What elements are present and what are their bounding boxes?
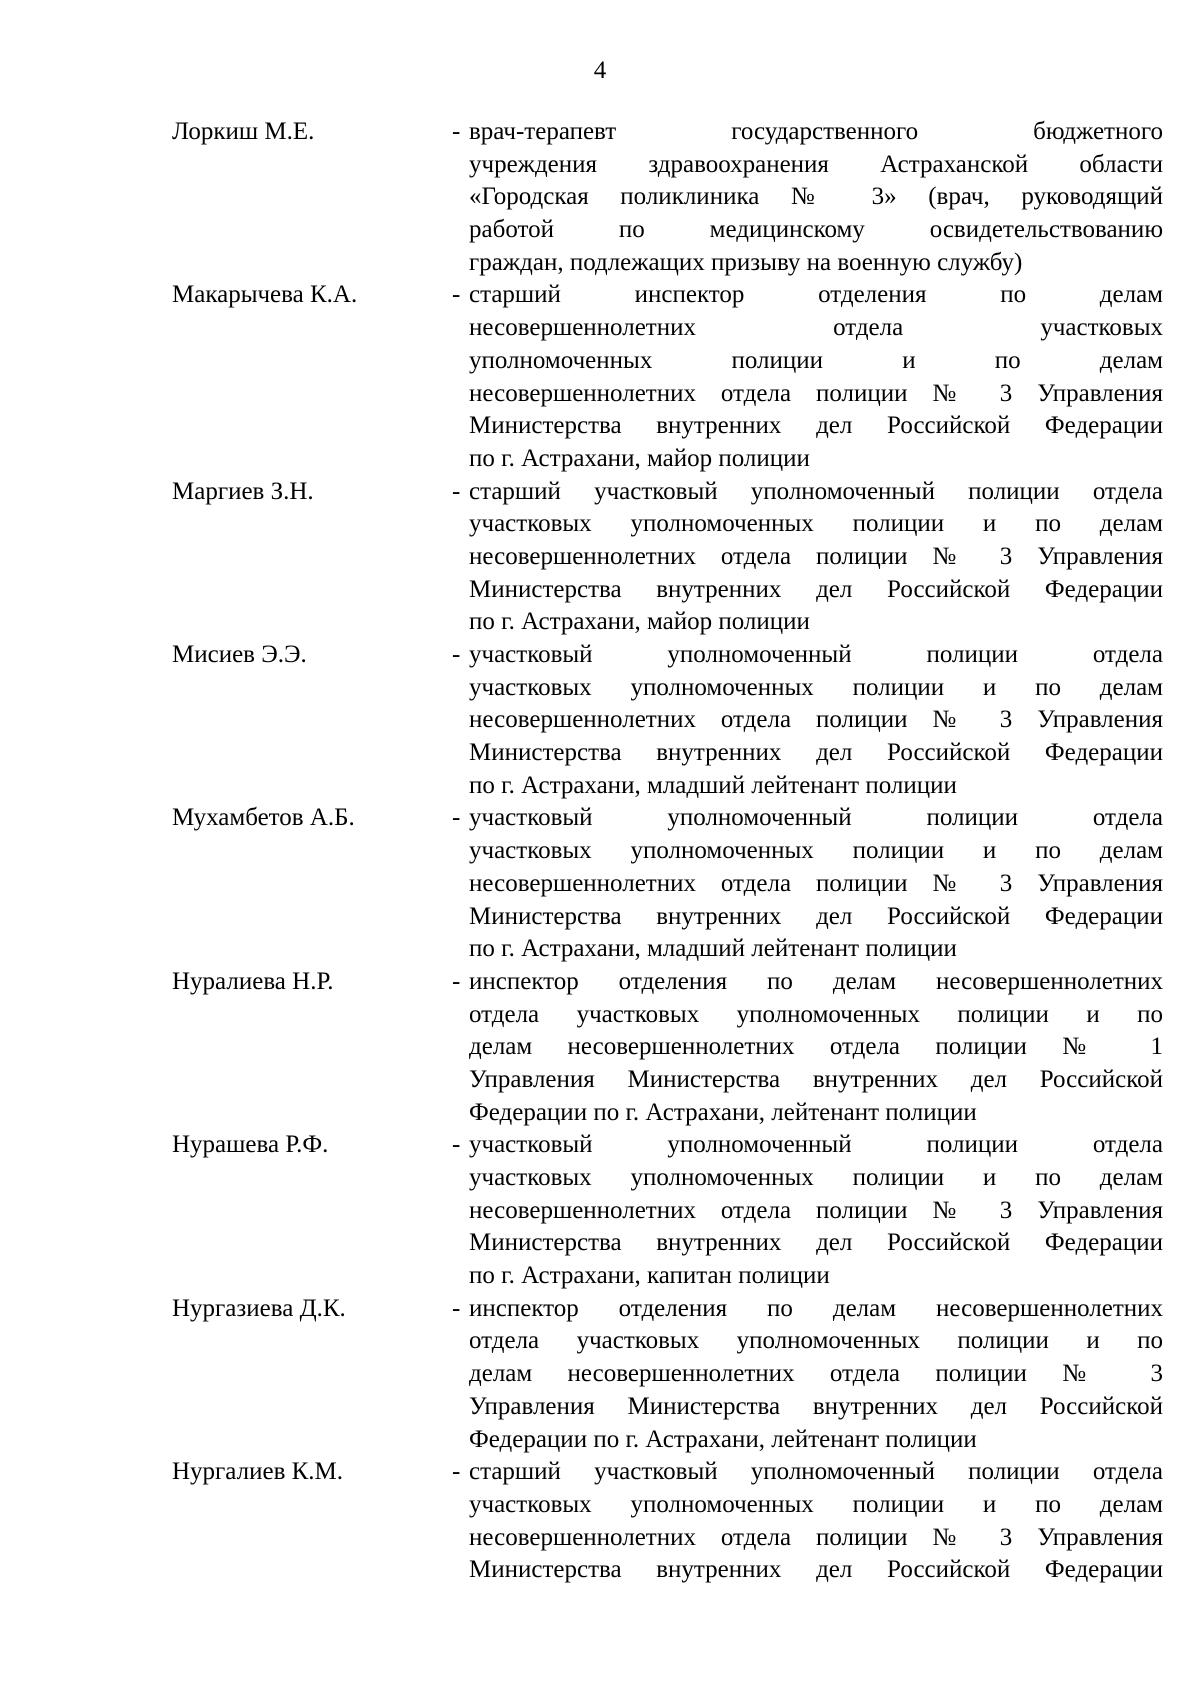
position-line: Управления Министерства внутренних дел Российской <box>469 1065 1163 1093</box>
position-line: участковый уполномоченный полиции отдела <box>469 804 1163 832</box>
position-line: Министерства внутренних дел Российской Федерации <box>469 902 1163 930</box>
position-line: несовершеннолетних отдела полиции № 3 Управления <box>469 379 1163 407</box>
member-position <box>469 1293 1163 1456</box>
position-line: участковых уполномоченных полиции и по делам <box>469 837 1163 865</box>
member-name: Мисиев Э.Э. <box>172 641 307 668</box>
member-position <box>469 476 1163 639</box>
position-line: учреждения здравоохранения Астраханской области <box>469 150 1163 178</box>
position-line: граждан, подлежащих призыву на военную службу) <box>469 248 1023 276</box>
position-line: Министерства внутренних дел Российской Федерации <box>469 1229 1163 1257</box>
position-line: старший участковый уполномоченный полиции отдела <box>469 1458 1163 1486</box>
member-name: Нуралиева Н.Р. <box>172 967 334 995</box>
position-line: по г. Астрахани, капитан полиции <box>469 1262 830 1290</box>
member-entry <box>0 966 1200 1129</box>
member-name: Лоркиш М.Е. <box>172 118 315 145</box>
position-line: несовершеннолетних отдела участковых <box>469 314 1163 342</box>
position-line: участковых уполномоченных полиции и по делам <box>469 1164 1163 1191</box>
entry-dash: - <box>452 477 461 505</box>
member-position <box>469 966 1163 1129</box>
position-line: старший инспектор отделения по делам <box>469 281 1163 309</box>
position-line: несовершеннолетних отдела полиции № 3 Управления <box>469 1196 1163 1224</box>
member-entry <box>0 279 1200 475</box>
position-line: по г. Астрахани, младший лейтенант полиции <box>469 771 957 799</box>
entry-dash: - <box>452 281 461 309</box>
position-line: уполномоченных полиции и по делам <box>469 346 1163 374</box>
position-line: инспектор отделения по делам несовершеннолетних <box>469 1294 1163 1322</box>
position-line: несовершеннолетних отдела полиции № 3 Управления <box>469 542 1163 570</box>
position-line: делам несовершеннолетних отдела полиции № 1 <box>469 1033 1163 1061</box>
position-line: по г. Астрахани, майор полиции <box>469 444 810 472</box>
position-line: несовершеннолетних отдела полиции № 3 Управления <box>469 869 1163 897</box>
position-line: участковых уполномоченных полиции и по делам <box>469 510 1163 538</box>
position-line: участковых уполномоченных полиции и по делам <box>469 1490 1163 1518</box>
position-line: Министерства внутренних дел Российской Федерации <box>469 739 1163 767</box>
page-number: 4 <box>593 57 607 84</box>
member-entry <box>0 1293 1200 1456</box>
member-name: Нургалиев К.М. <box>172 1458 344 1486</box>
position-line: по г. Астрахани, младший лейтенант полиции <box>469 935 957 963</box>
position-line: Министерства внутренних дел Российской Федерации <box>469 575 1163 603</box>
entry-dash: - <box>452 1294 461 1322</box>
entry-dash: - <box>452 967 461 995</box>
position-line: участковый уполномоченный полиции отдела <box>469 1131 1163 1159</box>
position-line: инспектор отделения по делам несовершеннолетних <box>469 967 1163 995</box>
position-line: Министерства внутренних дел Российской Федерации <box>469 1556 1163 1584</box>
commission-members-list <box>0 116 1200 1587</box>
member-position <box>469 1129 1163 1292</box>
position-line: отдела участковых уполномоченных полиции и по <box>469 1327 1163 1355</box>
member-entry <box>0 1456 1200 1587</box>
member-entry <box>0 802 1200 965</box>
position-line: участковый уполномоченный полиции отдела <box>469 641 1163 668</box>
position-line: работой по медицинскому освидетельствованию <box>469 216 1163 244</box>
member-name: Маргиев З.Н. <box>172 477 314 505</box>
position-line: участковых уполномоченных полиции и по делам <box>469 673 1163 701</box>
member-position <box>469 639 1163 802</box>
member-entry <box>0 116 1200 279</box>
member-name: Нургазиева Д.К. <box>172 1294 346 1322</box>
position-line: несовершеннолетних отдела полиции № 3 Управления <box>469 1523 1163 1551</box>
position-line: Министерства внутренних дел Российской Федерации <box>469 412 1163 440</box>
member-name: Мухамбетов А.Б. <box>172 804 355 832</box>
member-position <box>469 802 1163 965</box>
position-line: врач-терапевт государственного бюджетного <box>469 118 1163 145</box>
entry-dash: - <box>452 641 461 668</box>
position-line: «Городская поликлиника № 3» (врач, руководящий <box>469 183 1163 211</box>
member-position <box>469 116 1163 279</box>
member-name: Макарычева К.А. <box>172 281 358 309</box>
position-line: старший участковый уполномоченный полиции отдела <box>469 477 1163 505</box>
member-entry <box>0 639 1200 802</box>
position-line: Управления Министерства внутренних дел Российской <box>469 1392 1163 1420</box>
member-entry <box>0 1129 1200 1292</box>
position-line: делам несовершеннолетних отдела полиции № 3 <box>469 1360 1163 1388</box>
position-line: по г. Астрахани, майор полиции <box>469 608 810 636</box>
member-entry <box>0 476 1200 639</box>
position-line: отдела участковых уполномоченных полиции и по <box>469 1000 1163 1028</box>
entry-dash: - <box>452 1458 461 1486</box>
entry-dash: - <box>452 804 461 832</box>
position-line: несовершеннолетних отдела полиции № 3 Управления <box>469 706 1163 734</box>
position-line: Федерации по г. Астрахани, лейтенант полиции <box>469 1425 977 1453</box>
entry-dash: - <box>452 1131 461 1159</box>
member-position <box>469 1456 1163 1587</box>
member-position <box>469 279 1163 475</box>
member-name: Нурашева Р.Ф. <box>172 1131 329 1159</box>
entry-dash: - <box>452 118 461 145</box>
position-line: Федерации по г. Астрахани, лейтенант полиции <box>469 1098 977 1126</box>
